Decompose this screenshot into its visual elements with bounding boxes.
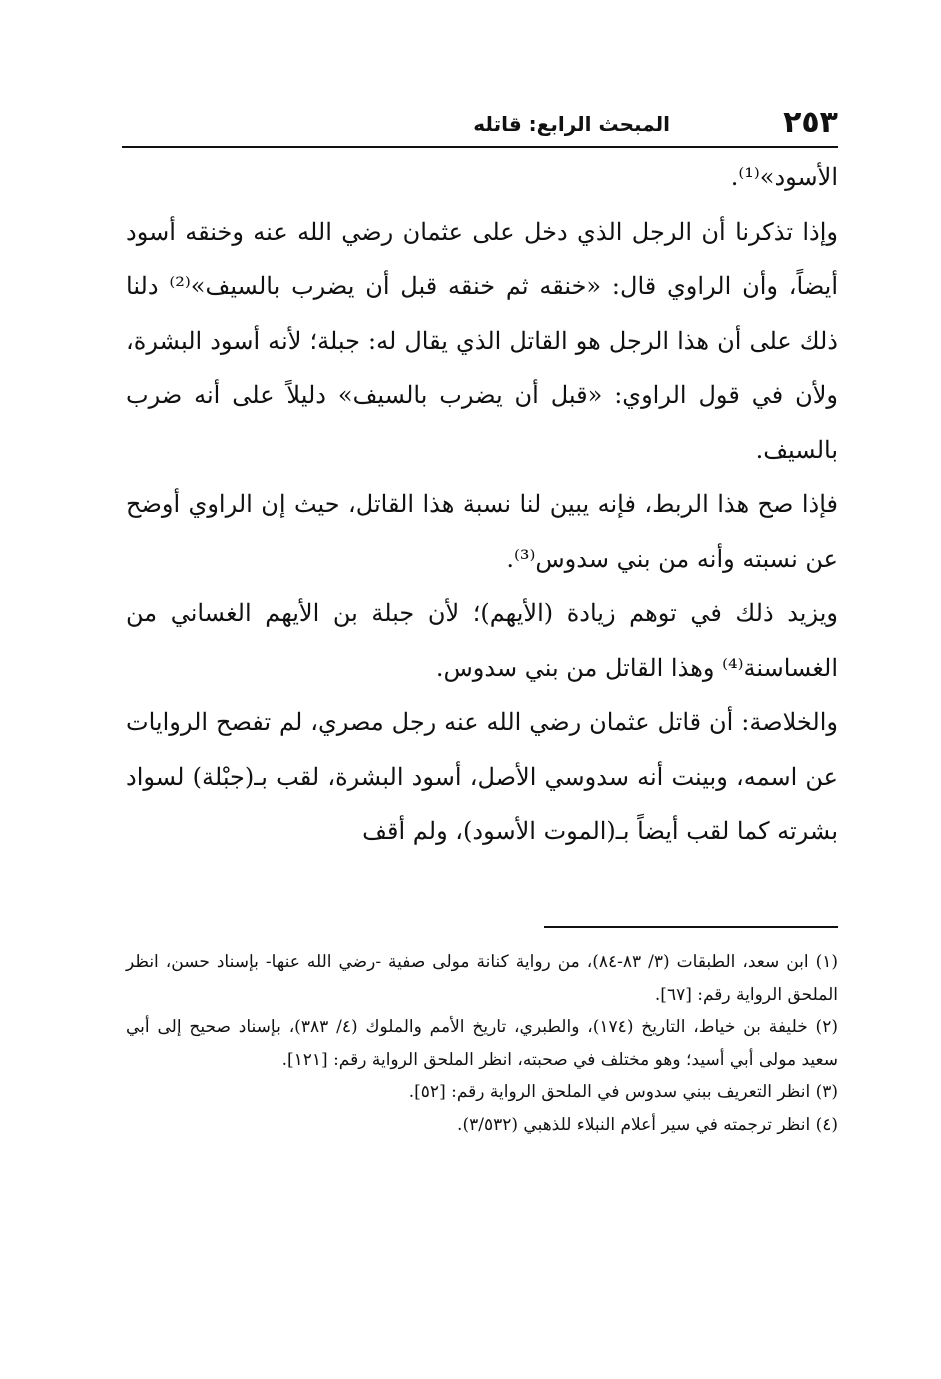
paragraph-1: الأسود»⁽¹⁾. (730, 163, 838, 191)
footnote-separator (544, 926, 838, 928)
footnote-3: (٣) انظر التعريف ببني سدوس في الملحق الرواية رقم: [٥٢]. (408, 1082, 838, 1102)
paragraph-2: وإذا تذكرنا أن الرجل الذي دخل على عثمان رضي الله عنه وخنقه أسود أيضاً، وأن الراوي قال: «خنقه ثم خنقه قبل أن يضرب بالسيف»⁽²⁾ دلنا ذلك على أن هذا الرجل هو القاتل الذي يقال له: جبلة؛ لأنه أسود البشرة، ولأن في قول الراوي: «قبل أن يضرب بالسيف» دليلاً على أنه ضرب بالسيف. (126, 217, 839, 464)
footnotes (126, 946, 838, 1141)
page-header (122, 104, 838, 146)
running-title: المبحث الرابع: قاتله (473, 112, 670, 136)
page-number: ٢٥٣ (783, 105, 838, 140)
paragraph-4: ويزيد ذلك في توهم زيادة (الأيهم)؛ لأن جبلة بن الأيهم الغساني من الغساسنة⁽⁴⁾ وهذا القاتل من بني سدوس. (126, 599, 838, 682)
header-rule (122, 146, 838, 148)
footnote-4: (٤) انظر ترجمته في سير أعلام النبلاء للذهبي (٣/٥٣٢). (457, 1114, 838, 1135)
paragraph-5: والخلاصة: أن قاتل عثمان رضي الله عنه رجل مصري، لم تفصح الروايات عن اسمه، وبينت أنه سدوسي الأصل، أسود البشرة، لقب بـ(جبْلة) لسواد بشرته كما لقب أيضاً بـ(الموت الأسود)، ولم أقف (126, 708, 838, 845)
body-text (126, 150, 838, 859)
paragraph-3: فإذا صح هذا الربط، فإنه يبين لنا نسبة هذا القاتل، حيث إن الراوي أوضح عن نسبته وأنه من بني سدوس⁽³⁾. (126, 490, 838, 573)
footnote-2: (٢) خليفة بن خياط، التاريخ (١٧٤)، والطبري، تاريخ الأمم والملوك (٤/ ٣٨٣)، بإسناد صحيح إلى أبي سعيد مولى أبي أسيد؛ وهو مختلف في صحبته، انظر الملحق الرواية رقم: [١٢١]. (126, 1017, 838, 1070)
footnote-1: (١) ابن سعد، الطبقات (٣/ ٨٣-٨٤)، من رواية كنانة مولى صفية -رضي الله عنها- بإسناد حسن، انظر الملحق الرواية رقم: [٦٧]. (126, 952, 838, 1005)
